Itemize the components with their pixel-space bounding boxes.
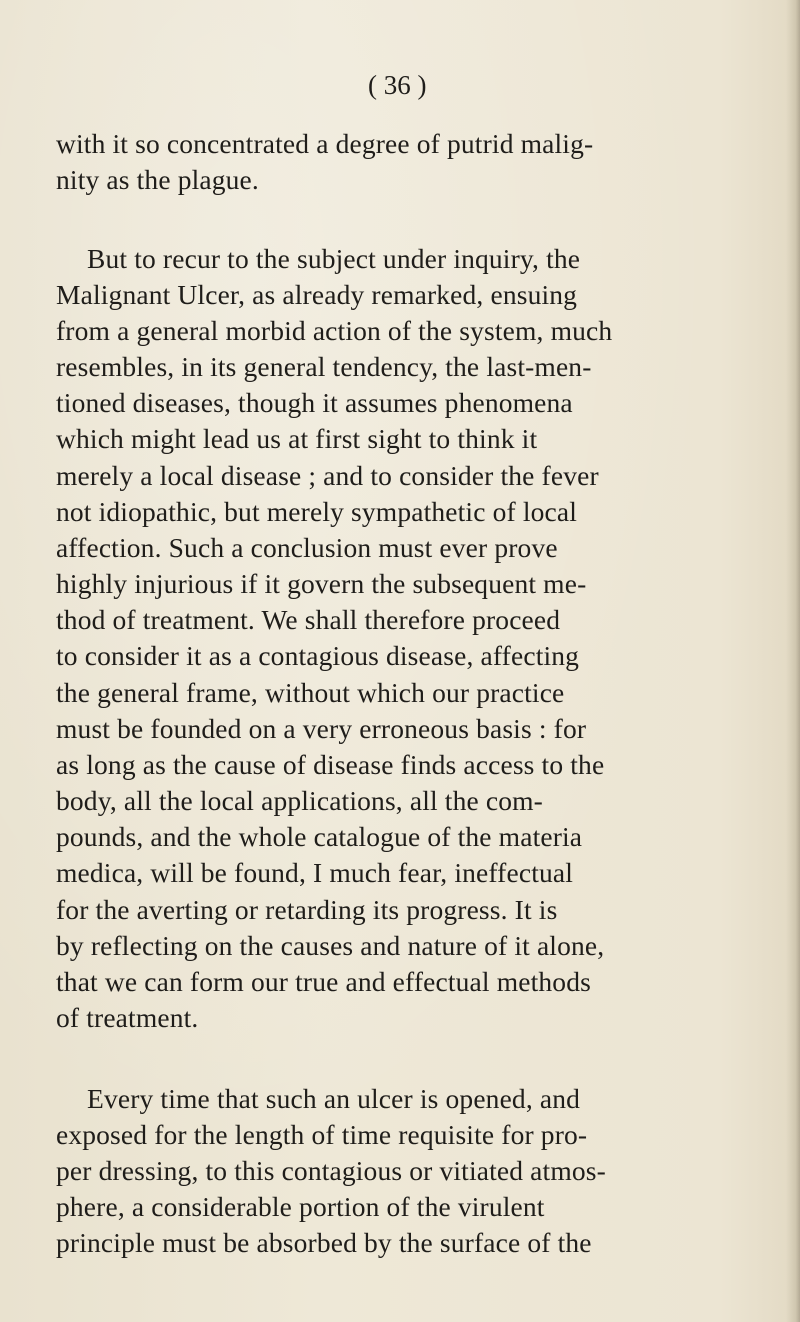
- text-line: resembles, in its general tendency, the last-men-: [56, 351, 592, 382]
- text-line: per dressing, to this contagious or vitiated atmos-: [56, 1155, 606, 1186]
- text-line: nity as the plague.: [56, 164, 259, 195]
- text-line: thod of treatment. We shall therefore proceed: [56, 604, 561, 635]
- text-line: Malignant Ulcer, as already remarked, ensuing: [56, 279, 578, 310]
- text-line: must be founded on a very erroneous basis : for: [56, 713, 587, 744]
- text-line: pounds, and the whole catalogue of the materia: [56, 821, 583, 852]
- text-line: affection. Such a conclusion must ever prove: [56, 532, 558, 563]
- text-line: for the averting or retarding its progress. It is: [56, 894, 558, 925]
- text-line: tioned diseases, though it assumes phenomena: [56, 387, 573, 418]
- page-edge-shadow: [786, 0, 800, 1322]
- text-line: with it so concentrated a degree of putrid malig-: [56, 128, 594, 159]
- text-line: Every time that such an ulcer is opened, and: [87, 1083, 581, 1114]
- text-line: which might lead us at first sight to think it: [56, 423, 538, 454]
- text-line: body, all the local applications, all the com-: [56, 785, 543, 816]
- text-line: not idiopathic, but merely sympathetic of local: [56, 496, 578, 527]
- page-number: ( 36 ): [368, 70, 427, 100]
- text-line: merely a local disease ; and to consider the fever: [56, 460, 599, 491]
- text-line: principle must be absorbed by the surface of the: [56, 1227, 592, 1258]
- text-line: as long as the cause of disease finds access to the: [56, 749, 605, 780]
- text-line: by reflecting on the causes and nature of it alone,: [56, 930, 605, 961]
- text-line: phere, a considerable portion of the virulent: [56, 1191, 545, 1222]
- text-line: highly injurious if it govern the subsequent me-: [56, 568, 587, 599]
- text-line: from a general morbid action of the system, much: [56, 315, 613, 346]
- text-line: But to recur to the subject under inquiry, the: [87, 243, 581, 274]
- text-line: the general frame, without which our practice: [56, 677, 565, 708]
- text-line: medica, will be found, I much fear, ineffectual: [56, 857, 574, 888]
- text-line: that we can form our true and effectual methods: [56, 966, 591, 997]
- text-line: to consider it as a contagious disease, affecting: [56, 640, 580, 671]
- text-line: exposed for the length of time requisite for pro-: [56, 1119, 588, 1150]
- text-line: of treatment.: [56, 1002, 199, 1033]
